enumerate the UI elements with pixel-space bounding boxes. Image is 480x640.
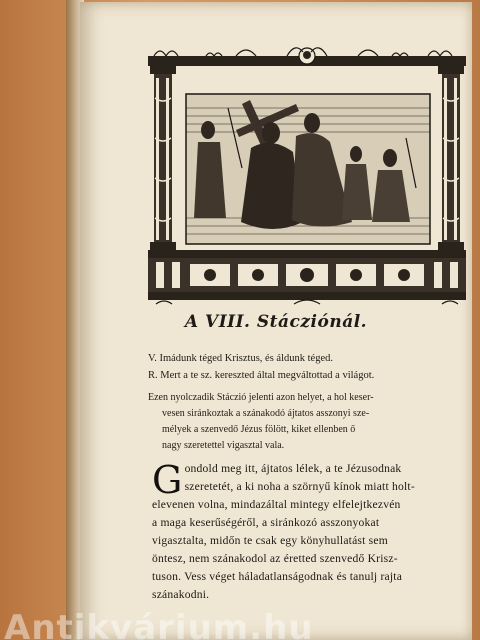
prayer-line: tuson. Vess véget háladatlanságodnak és tanulj rajta [152,570,403,583]
balustrade-base [148,250,466,304]
left-column [150,66,176,250]
prayer-paragraph [152,460,470,604]
prayer-line: elevenen volna, mindazáltal mintegy elfelejtkezvén [152,498,401,511]
drop-capital: G [152,458,183,502]
prayer-line: öntesz, nem szánakodol az éretted szenvedő Krisz- [152,552,398,565]
intro-line: Ezen nyolczadik Stáczió jelenti azon helyet, a hol keser- [148,392,374,403]
intro-line: vesen siránkoztak a szánakodó ájtatos asszonyi sze- [162,408,370,419]
versicle-line: V. Imádunk téged Krisztus, és áldunk téged. [148,353,333,364]
prayer-line: vigasztalta, midőn te csak egy könyhullatást sem [152,534,388,547]
prayer-line: szánakodni. [152,588,210,601]
engraved-scene [186,94,430,244]
cornice-ornament [148,48,466,66]
book-page [80,2,472,640]
engraving-frame [146,38,468,308]
watermark: Antikvárium.hu [4,608,314,640]
prayer-line: a maga keserűségéről, a siránkozó asszonyokat [152,516,380,529]
intro-paragraph [148,390,468,454]
prayer-line: szeretetét, a ki noha a szörnyű kínok miatt holt- [184,480,415,493]
intro-line: mélyek a szenvedő Jézus fölött, kiket ellenben ő [162,424,356,435]
intro-line: nagy szeretettel vigasztal vala. [162,440,285,451]
station-heading: A VIII. Stácziónál. [184,312,368,332]
prayer-line: ondold meg itt, ájtatos lélek, a te Jézusodnak [184,462,402,475]
right-column [438,66,464,250]
versicle-response-block [148,350,466,384]
response-line: R. Mert a te sz. kereszted által megváltottad a világot. [148,370,375,381]
